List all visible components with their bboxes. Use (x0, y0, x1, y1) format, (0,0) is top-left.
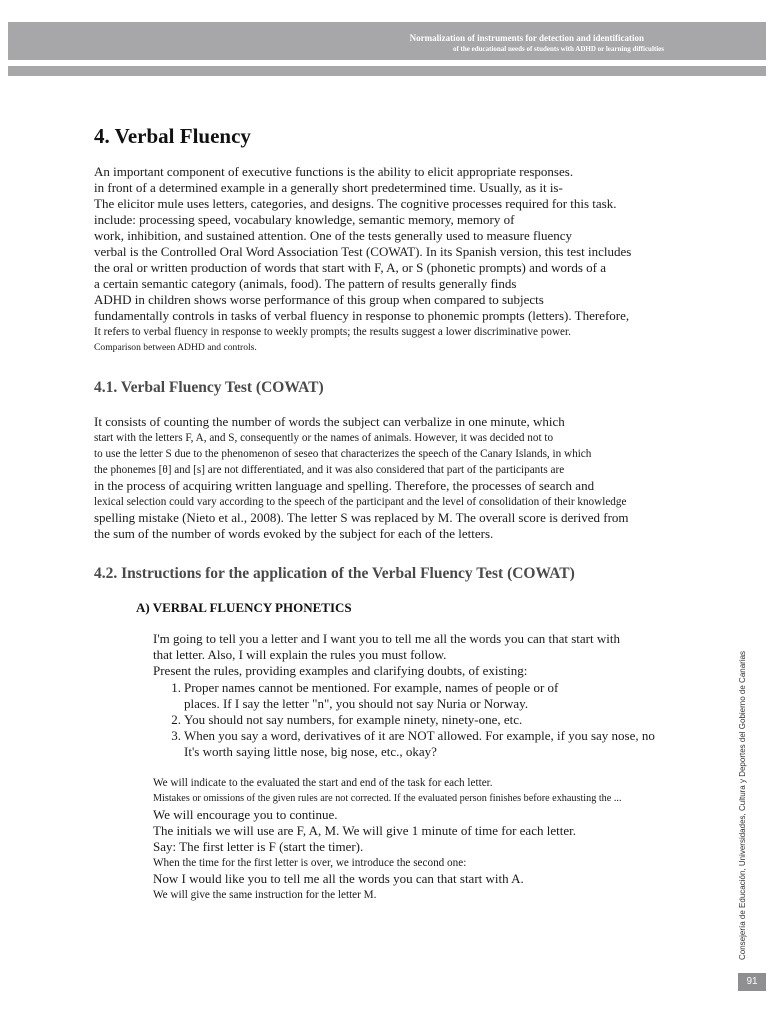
rule-item (165, 712, 655, 728)
paragraph-line: to use the letter S due to the phenomenon of seseo that characterizes the speech of the Canary Islands, in which (94, 448, 592, 460)
header-rule (8, 66, 766, 76)
instructions-intro (153, 631, 713, 679)
page-number: 91 (738, 973, 766, 991)
paragraph-line: It refers to verbal fluency in response to weekly prompts; the results suggest a lower discriminative power. (94, 326, 571, 338)
closing-line: The initials we will use are F, A, M. We will give 1 minute of time for each letter. (153, 823, 576, 838)
paragraph-line: lexical selection could vary according to the speech of the participant and the level of consolidation of their knowledge (94, 496, 627, 508)
paragraph-line: in the process of acquiring written language and spelling. Therefore, the processes of search and (94, 478, 595, 493)
rule-text: When you say a word, derivatives of it are NOT allowed. For example, if you say nose, no (184, 728, 655, 743)
rule-item-continuation: places. If I say the letter "n", you should not say Nuria or Norway. (184, 696, 529, 711)
paragraph-line: in front of a determined example in a generally short predetermined time. Usually, as it is- (94, 180, 563, 195)
note-line: We will indicate to the evaluated the start and end of the task for each letter. (153, 777, 493, 789)
instruction-line: I'm going to tell you a letter and I want you to tell me all the words you can that start with (153, 631, 620, 646)
paragraph-line: It consists of counting the number of words the subject can verbalize in one minute, which (94, 414, 565, 429)
paragraph-line: work, inhibition, and sustained attention. One of the tests generally used to measure fluency (94, 228, 572, 243)
section-4-2-heading: 4.2. Instructions for the application of the Verbal Fluency Test (COWAT) (94, 565, 575, 582)
closing-line: Now I would like you to tell me all the words you can that start with A. (153, 871, 524, 886)
rule-item-continuation: It's worth saying little nose, big nose, etc., okay? (184, 744, 437, 759)
instruction-line: that letter. Also, I will explain the rules you must follow. (153, 647, 447, 662)
closing-line: We will give the same instruction for the letter M. (153, 889, 377, 901)
publisher-vertical-text: Consejería de Educación, Universidades, Cultura y Deportes del Gobierno de Canarias (738, 650, 747, 960)
note-line: Mistakes or omissions of the given rules are not corrected. If the evaluated person finishes before exhausting the ... (153, 793, 622, 804)
paragraph-line: include: processing speed, vocabulary knowledge, semantic memory, memory of (94, 212, 515, 227)
paragraph-line: verbal is the Controlled Oral Word Association Test (COWAT). In its Spanish version, this test includes (94, 244, 632, 259)
header-title: Normalization of instruments for detection and identification (409, 33, 644, 43)
rule-number: 2. (171, 712, 181, 727)
paragraph-line: spelling mistake (Nieto et al., 2008). The letter S was replaced by M. The overall score is derived from (94, 510, 629, 525)
instructions-closing (153, 807, 713, 903)
paragraph-line: the phonemes [θ] and [s] are not differentiated, and it was also considered that part of the participants are (94, 464, 565, 476)
section-4-1-heading: 4.1. Verbal Fluency Test (COWAT) (94, 379, 324, 396)
instructions-notes (153, 775, 713, 807)
rule-item (165, 728, 655, 744)
paragraph-line: fundamentally controls in tasks of verbal fluency in response to phonemic prompts (letters). Therefore, (94, 308, 630, 323)
section-4-1-paragraph (94, 414, 704, 542)
chapter-intro-paragraph (94, 164, 704, 356)
instruction-line: Present the rules, providing examples and clarifying doubts, of existing: (153, 663, 528, 678)
paragraph-line: a certain semantic category (animals, food). The pattern of results generally finds (94, 276, 517, 291)
paragraph-line: the oral or written production of words that start with F, A, or S (phonetic prompts) and words of a (94, 260, 607, 275)
closing-line: Say: The first letter is F (start the timer). (153, 839, 364, 854)
header-subtitle: of the educational needs of students with ADHD or learning difficulties (452, 45, 664, 53)
rule-number: 3. (171, 728, 181, 743)
paragraph-line: An important component of executive functions is the ability to elicit appropriate responses. (94, 164, 574, 179)
paragraph-line: start with the letters F, A, and S, consequently or the names of animals. However, it was decided not to (94, 432, 554, 444)
header-band (8, 22, 766, 60)
chapter-title: 4. Verbal Fluency (94, 124, 251, 148)
rules-list (165, 680, 655, 760)
paragraph-line: ADHD in children shows worse performance of this group when compared to subjects (94, 292, 544, 307)
rule-text: Proper names cannot be mentioned. For example, names of people or of (184, 680, 559, 695)
phonetic-fluency-subheading: A) VERBAL FLUENCY PHONETICS (136, 600, 352, 615)
closing-line: We will encourage you to continue. (153, 807, 338, 822)
rule-text: You should not say numbers, for example ninety, ninety-one, etc. (184, 712, 523, 727)
paragraph-line: Comparison between ADHD and controls. (94, 342, 257, 353)
paragraph-line: The elicitor mule uses letters, categories, and designs. The cognitive processes required for this task. (94, 196, 617, 211)
rule-number: 1. (171, 680, 181, 695)
paragraph-line: the sum of the number of words evoked by the subject for each of the letters. (94, 526, 494, 541)
closing-line: When the time for the first letter is over, we introduce the second one: (153, 857, 467, 869)
rule-item (165, 680, 655, 696)
